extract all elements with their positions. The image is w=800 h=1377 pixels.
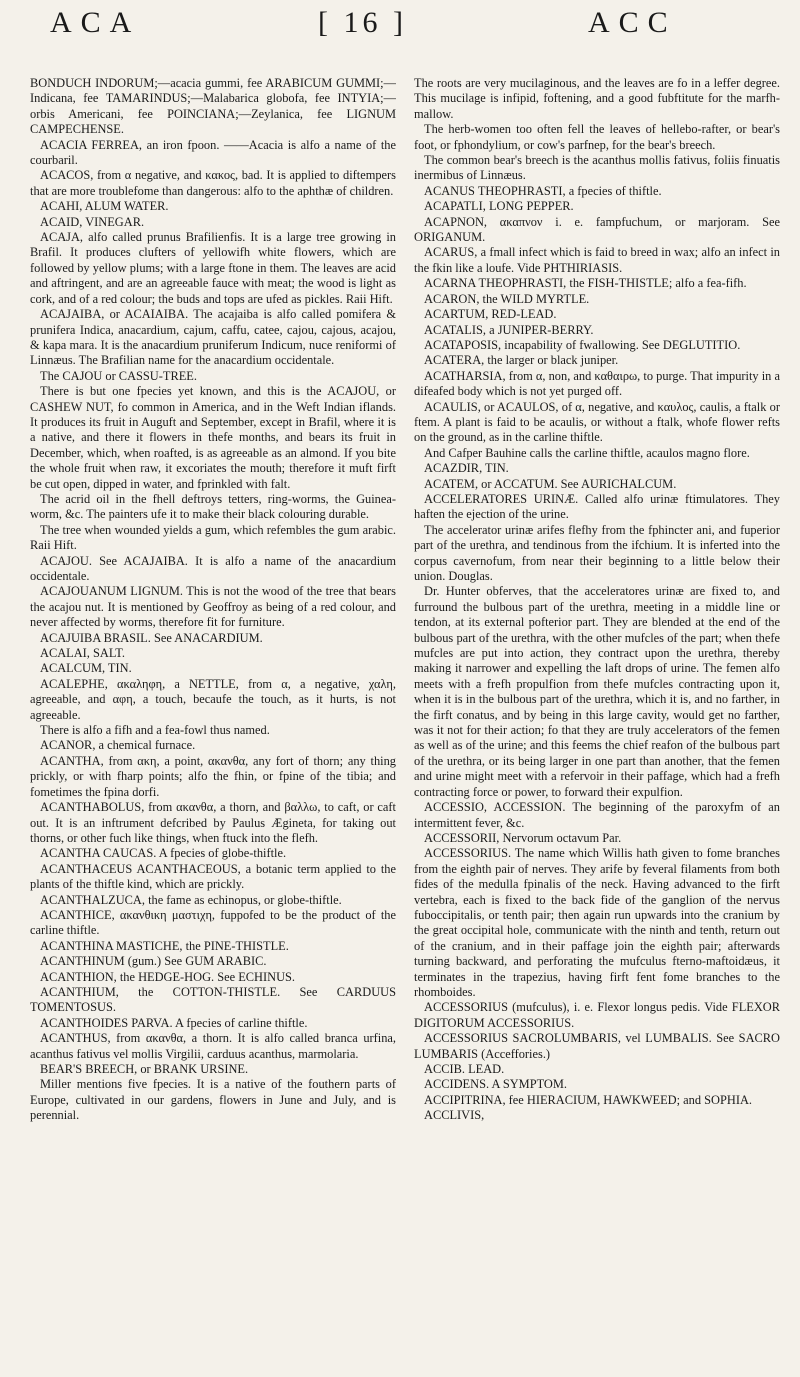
dictionary-entry: ACANTHUS, from ακανθα, a thorn. It is alfo called branca urfina, acanthus fativus vel mollis Virgilii, carduus acanthus, marmolaria. [30, 1031, 396, 1061]
dictionary-entry: ACANTHACEUS ACANTHACEOUS, a botanic term applied to the plants of the thiftle kind, which are prickly. [30, 861, 396, 892]
dictionary-entry: Miller mentions five fpecies. It is a native of the fouthern parts of Europe, cultivated in our gardens, flowers in June and July, and is perennial. [30, 1077, 396, 1123]
dictionary-entry: ACANUS THEOPHRASTI, a fpecies of thiftle. [424, 183, 662, 198]
dictionary-entry: ACCIDENS. A SYMPTOM. [424, 1077, 567, 1092]
dictionary-entry: ACAPNON, ακαπνον i. e. fampfuchum, or marjoram. See ORIGANUM. [414, 214, 780, 245]
dictionary-entry: ACATALIS, a JUNIPER-BERRY. [424, 322, 594, 337]
running-head-left: ACA [50, 6, 141, 39]
dictionary-entry: ACALCUM, TIN. [40, 661, 132, 676]
dictionary-entry: ACANTHINA MASTICHE, the PINE-THISTLE. [40, 938, 289, 953]
dictionary-entry: ACARUS, a fmall infect which is faid to breed in wax; alfo an infect in the fkin like a loufe. Vide PHTHIRIASIS. [414, 245, 780, 275]
dictionary-entry: ACALEPHE, ακαληφη, a NETTLE, from α, a negative, χαλη, agreeable, and αφη, a touch, becaufe the touch, as it hurts, is not agreeable. [30, 676, 396, 722]
dictionary-entry: ACANTHIUM, the COTTON-THISTLE. See CARDUUS TOMENTOSUS. [30, 984, 396, 1015]
dictionary-entry: ACANTHA CAUCAS. A fpecies of globe-thiftle. [40, 846, 287, 861]
dictionary-entry: The common bear's breech is the acanthus mollis fativus, foliis finuatis inermibus of Linnæus. [414, 153, 780, 183]
dictionary-entry: ACCIPITRINA, fee HIERACIUM, HAWKWEED; and SOPHIA. [424, 1092, 753, 1107]
dictionary-entry: Dr. Hunter obferves, that the acceleratores urinæ are fixed to, and furround the bulbous part of the urethra, meeting in a middle line or tendon, at its external pofterior part. They are blended at the end of the bulbous part of the urethra, with the other mufcles of the part; when thefe mufcles are put into action, they contract upon the urethra, thereby making it narrower and expelling the laft drops of urine. The femen alfo meets with a frefh propulfion from thefe mufcles contracting upon it, when it is in the bulbous part of the urethra, which it is, and no farther, in the firft conatus, and by being in this large cavity, would get no farther, was it not for their action; fo that they are truly accelerators of the femen as well as of the urine; and this feems the chief reafon of the bulbous part of the urethra, or its being larger in one part than another, that the femen and urine might meet with a refervoir in their paffage, which had a frefh contracting force or power, to forward their expulfion. [414, 584, 780, 799]
dictionary-entry: ACACIA FERREA, an iron fpoon. ——Acacia is alfo a name of the courbaril. [30, 137, 396, 168]
dictionary-entry: The herb-women too often fell the leaves of hellebo-rafter, or bear's foot, or fphondylium, or cow's parfnep, for the bear's breech. [414, 122, 780, 152]
dictionary-entry: The CAJOU or CASSU-TREE. [40, 368, 197, 383]
dictionary-entry: ACANTHICE, ακανθικη μαστιχη, fuppofed to be the product of the carline thiftle. [30, 907, 396, 938]
dictionary-entry: BEAR'S BREECH, or BRANK URSINE. [40, 1062, 249, 1076]
dictionary-entry: ACATERA, the larger or black juniper. [424, 353, 619, 368]
dictionary-entry: ACAJA, alfo called prunus Brafilienfis. It is a large tree growing in Brafil. It produces clufters of yellowifh white flowers, which are followed by yellow plums; with a large ftone in them. The leaves are acid and aftringent, and are an agreeable fauce with meat; the wood is light as cork, and of a red colour; the buds and tops are ufed as pickles. Raii Hift. [30, 230, 396, 306]
dictionary-entry: ACCESSORIUS. The name which Willis hath given to fome branches from the eighth pair of nerves. They arife by feveral filaments from both fides of the medulla fpinalis of the neck. Having advanced to the firft vertebra, each is fixed to the back fide of the ganglion of the nervus fuboccipitalis, or tenth pair; then again run upwards into the cranium by the great occipital hole, communicate with the ninth and tenth, return out of the cranium, and in their paffage join the eighth pair; afterwards turning backward, and perforating the mufculus fterno-maftoidæus, it terminates in the trapezius, having firft fent fome branches to the rhomboides. [414, 846, 780, 999]
dictionary-entry: ACACOS, from α negative, and κακος, bad. It is applied to diftempers that are more troublefome than dangerous: alfo to the aphthæ of children. [30, 168, 396, 198]
dictionary-entry: ACCELERATORES URINÆ. Called alfo urinæ ftimulatores. They haften the ejection of the urine. [414, 491, 780, 522]
text-columns [30, 76, 780, 1366]
running-head-right: ACC [588, 6, 677, 39]
dictionary-entry: ACAID, VINEGAR. [40, 214, 145, 229]
dictionary-entry: ACANTHINUM (gum.) See GUM ARABIC. [40, 954, 267, 969]
left-column [30, 76, 396, 1366]
dictionary-entry: There is alfo a fifh and a fea-fowl thus named. [40, 723, 270, 738]
dictionary-entry: ACANOR, a chemical furnace. [40, 738, 196, 753]
dictionary-entry: ACANTHION, the HEDGE-HOG. See ECHINUS. [40, 969, 296, 984]
dictionary-entry: ACARTUM, RED-LEAD. [424, 307, 557, 322]
dictionary-entry: ACANTHOIDES PARVA. A fpecies of carline thiftle. [40, 1015, 308, 1030]
dictionary-entry: ACAULIS, or ACAULOS, of α, negative, and καυλος, caulis, a ftalk or ftem. A plant is faid to be acaulis, or without a ftalk, whofe flower refts on the ground, as in the carline thiftle. [414, 399, 780, 445]
dictionary-entry: ACATAPOSIS, incapability of fwallowing. See DEGLUTITIO. [424, 337, 741, 352]
dictionary-entry: ACAHI, ALUM WATER. [40, 199, 169, 214]
dictionary-entry: ACCESSORIUS SACROLUMBARIS, vel LUMBALIS. See SACRO LUMBARIS (Acceffories.) [414, 1031, 780, 1061]
dictionary-entry: BONDUCH INDORUM;—acacia gummi, fee ARABICUM GUMMI;—Indicana, fee TAMARINDUS;—Malabarica globofa, fee INTYIA;—orbis Americani, fee POINCIANA;—Zeylanica, fee LIGNUM CAMPECHENSE. [30, 76, 396, 137]
dictionary-entry: ACCLIVIS, [424, 1108, 485, 1123]
dictionary-entry: ACAJOUANUM LIGNUM. This is not the wood of the tree that bears the acajou nut. It is mentioned by Geoffroy as being of a red colour, and never affected by worms, therefore fit for furniture. [30, 584, 396, 630]
dictionary-entry: ACALAI, SALT. [40, 646, 126, 661]
dictionary-entry: The roots are very mucilaginous, and the leaves are fo in a leffer degree. This mucilage is infipid, foftening, and a good fubftitute for the marfh-mallow. [414, 76, 780, 121]
dictionary-entry: ACAJAIBA, or ACAIAIBA. The acajaiba is alfo called pomifera & prunifera Indica, anacardium, cajum, caffu, catee, cajou, cajous, acajou, & kapa mara. It is the anacardium pruniferum Indicum, nuce reniformi of Linnæus. The Brafilian name for the anacardium occidentale. [30, 307, 396, 368]
page-header [0, 0, 800, 70]
page-number: [ 16 ] [318, 6, 407, 39]
dictionary-entry: The tree when wounded yields a gum, which refembles the gum arabic. Raii Hift. [30, 522, 396, 553]
dictionary-entry: The accelerator urinæ arifes flefhy from the fphincter ani, and fuperior part of the urethra, and tendinous from the ifchium. It is inferted into the corpus cavernofum, from near their beginning to a little below their union. Douglas. [414, 522, 780, 583]
dictionary-entry: ACCESSORIUS (mufculus), i. e. Flexor longus pedis. Vide FLEXOR DIGITORUM ACCESSORIUS. [414, 1000, 780, 1030]
dictionary-entry: There is but one fpecies yet known, and this is the ACAJOU, or CASHEW NUT, fo common in America, and in the Weft Indian iflands. It produces its fruit in Auguft and September, except in Brafil, where it is a native, and there it flowers in thefe months, and bears its fruit in December, which, when roafted, is as agreeable as an almond. If you bite the whole fruit when raw, it excoriates the mouth; therefore it muft firft be cut open, dipped in water, and fprinkled with falt. [30, 384, 396, 491]
dictionary-entry: And Cafper Bauhine calls the carline thiftle, acaulos magno flore. [424, 445, 750, 460]
dictionary-entry: ACATEM, or ACCATUM. See AURICHALCUM. [424, 476, 677, 491]
dictionary-entry: ACCESSIO, ACCESSION. The beginning of the paroxyfm of an intermittent fever, &c. [414, 800, 780, 830]
dictionary-entry: ACAJUIBA BRASIL. See ANACARDIUM. [40, 630, 263, 645]
dictionary-entry: ACANTHA, from ακη, a point, ακανθα, any fort of thorn; any thing prickly, or with fharp points; alfo the fhin, or fpine of the tibia; and fometimes the fpina dorfi. [30, 753, 396, 799]
dictionary-entry: The acrid oil in the fhell deftroys tetters, ring-worms, the Guinea-worm, &c. The painters ufe it to make their black colouring durable. [30, 491, 396, 522]
dictionary-entry: ACCIB. LEAD. [424, 1062, 505, 1076]
dictionary-entry: ACANTHALZUCA, the fame as echinopus, or globe-thiftle. [40, 892, 342, 907]
dictionary-entry: ACAZDIR, TIN. [424, 461, 509, 476]
dictionary-entry: ACCESSORII, Nervorum octavum Par. [424, 830, 622, 845]
dictionary-entry: ACAPATLI, LONG PEPPER. [424, 199, 574, 214]
dictionary-entry: ACARNA THEOPHRASTI, the FISH-THISTLE; alfo a fea-fifh. [424, 276, 747, 291]
dictionary-entry: ACARON, the WILD MYRTLE. [424, 291, 590, 306]
dictionary-entry: ACATHARSIA, from α, non, and καθαιρω, to purge. That impurity in a difeafed body which is not yet purged off. [414, 368, 780, 399]
dictionary-entry: ACAJOU. See ACAJAIBA. It is alfo a name of the anacardium occidentale. [30, 553, 396, 583]
right-column [414, 76, 780, 1366]
dictionary-entry: ACANTHABOLUS, from ακανθα, a thorn, and βαλλω, to caft, or caft out. It is an inftrument defcribed by Paulus Ægineta, for taking out thorns, or other fuch like things, when ftuck into the flefh. [30, 800, 396, 845]
